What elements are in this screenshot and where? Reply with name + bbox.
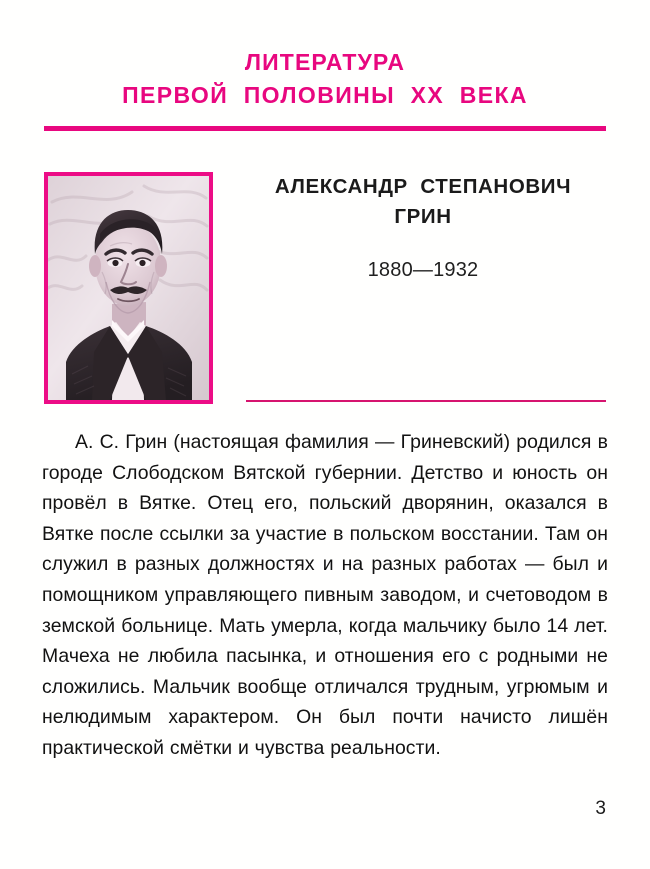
author-portrait — [44, 172, 213, 404]
header-divider-rule — [44, 126, 606, 131]
portrait-illustration — [48, 176, 209, 400]
section-header-line-1: ЛИТЕРАТУРА — [244, 49, 406, 75]
page-number: 3 — [595, 798, 606, 819]
section-header — [44, 46, 606, 112]
author-name — [240, 172, 606, 232]
section-header-line-2: ПЕРВОЙ ПОЛОВИНЫ XX ВЕКА — [122, 82, 528, 108]
author-name-line-1: АЛЕКСАНДР СТЕПАНОВИЧ — [274, 175, 572, 198]
author-divider-rule — [246, 400, 606, 402]
author-name-line-2: ГРИН — [394, 205, 452, 228]
author-life-dates: 1880—1932 — [367, 259, 479, 281]
biography-paragraph: А. С. Грин (настоящая фамилия — Гриневский) родился в городе Слободском Вятской губернии. Детство и юность он провёл в Вятке. Отец его, польский дворянин, оказался в Вятке после ссылки за участие в польском восстании. Там он служил в разных должностях и на разных работах — был и помощником управляющего пивным заводом, и счетоводом в земской больнице. Мать умерла, когда мальчику было 14 лет. Мачеха не любила пасынка, и отношения его с родными не сложились. Мальчик вообще отличался трудным, угрюмым и нелюдимым характером. Он был почти начисто лишён практической смётки и чувства реальности. — [42, 431, 608, 759]
author-heading — [240, 172, 606, 283]
